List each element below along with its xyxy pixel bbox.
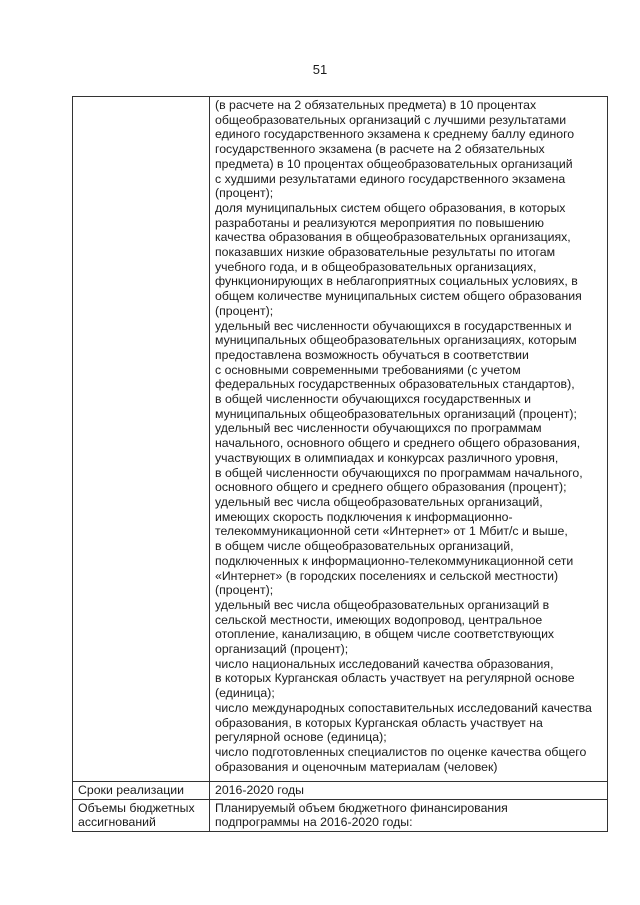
row-value-line: в общем числе общеобразовательных организаций, <box>215 539 514 554</box>
row-value-line: (в расчете на 2 обязательных предмета) в 10 процентах <box>215 98 537 112</box>
row-value-cell <box>210 799 608 831</box>
row-label-cell <box>73 782 210 800</box>
row-value-line: сельской местности, имеющих водопровод, центральное <box>215 612 543 627</box>
row-value-line: основного общего и среднего общего образования (процент); <box>215 480 567 495</box>
row-label-line: ассигнований <box>78 815 156 830</box>
row-value-line: имеющих скорость подключения к информационно- <box>215 509 513 524</box>
row-value-line: показавших низкие образовательные результаты по итогам <box>215 245 556 260</box>
row-value-line: (процент); <box>215 583 274 598</box>
row-value-line: в общей численности обучающихся государственных и <box>215 392 531 407</box>
table-row <box>73 97 608 782</box>
row-value-line: государственного экзамена (в расчете на 2 обязательных <box>215 142 545 157</box>
row-value-line: участвующих в олимпиадах и конкурсах различного уровня, <box>215 450 559 465</box>
row-value-line: удельный вес числа общеобразовательных организаций в <box>215 597 550 612</box>
row-value-line: образования и оценочным материалам (человек) <box>215 759 498 774</box>
row-value-cell <box>210 97 608 782</box>
row-value-line: с худшими результатами единого государственного экзамена <box>215 171 566 186</box>
row-value-line: удельный вес численности обучающихся в государственных и <box>215 318 572 333</box>
row-value-line: телекоммуникационной сети «Интернет» от 1 Мбит/с и выше, <box>215 524 568 539</box>
row-value-line: с основными современными требованиями (с учетом <box>215 362 521 377</box>
row-value-line: общеобразовательных организаций с лучшими результатами <box>215 112 567 127</box>
row-value-line: качества образования в общеобразовательных организациях, <box>215 230 571 245</box>
row-value-line: предоставлена возможность обучаться в соответствии <box>215 347 529 362</box>
row-value-line: число международных сопоставительных исследований качества <box>215 700 592 715</box>
row-value-line: «Интернет» (в городских поселениях и сельской местности) <box>215 568 559 583</box>
row-value-line: единого государственного экзамена к среднему баллу единого <box>215 127 575 142</box>
row-value-cell <box>210 782 608 800</box>
row-value-line: (единица); <box>215 686 275 701</box>
row-value-line: доля муниципальных систем общего образования, в которых <box>215 200 566 215</box>
table-row <box>73 799 608 831</box>
row-value-line: предмета) в 10 процентах общеобразовательных организаций <box>215 156 573 171</box>
row-value-line: число подготовленных специалистов по оценке качества общего <box>215 744 587 759</box>
row-value-line: учебного года, и в общеобразовательных организациях, <box>215 259 537 274</box>
row-value-line: подключенных к информационно-телекоммуникационной сети <box>215 553 574 568</box>
row-value-line: Планируемый объем бюджетного финансирования <box>215 800 508 815</box>
row-value-line: муниципальных общеобразовательных организациях, которым <box>215 333 577 348</box>
row-value-line: 2016-2020 годы <box>215 783 305 797</box>
row-value-line: в которых Курганская область участвует на регулярной основе <box>215 671 575 686</box>
row-value-line: число национальных исследований качества образования, <box>215 656 554 671</box>
row-value-line: образования, в которых Курганская область участвует на <box>215 715 543 730</box>
row-value-line: общем количестве муниципальных систем общего образования <box>215 289 582 304</box>
row-label-line: Сроки реализации <box>78 783 185 797</box>
page-number: 51 <box>312 62 328 77</box>
row-value-line: (процент); <box>215 303 274 318</box>
passport-table <box>72 96 608 832</box>
row-value-line: отопление, канализацию, в общем числе соответствующих <box>215 627 555 642</box>
row-value-line: в общей численности обучающихся по программам начального, <box>215 465 583 480</box>
row-value-line: муниципальных общеобразовательных организаций (процент); <box>215 406 577 421</box>
table-row <box>73 782 608 800</box>
row-value-line: организаций (процент); <box>215 642 349 657</box>
row-label-cell <box>73 799 210 831</box>
row-value-line: (процент); <box>215 186 274 201</box>
passport-table-body <box>73 97 608 832</box>
row-value-line: подпрограммы на 2016-2020 годы: <box>215 815 413 830</box>
row-value-line: регулярной основе (единица); <box>215 730 387 745</box>
row-value-line: функционирующих в неблагоприятных социальных условиях, в <box>215 274 578 289</box>
row-value-line: удельный вес численности обучающихся по программам <box>215 421 542 436</box>
row-value-line: начального, основного общего и среднего общего образования, <box>215 436 581 451</box>
row-value-line: удельный вес числа общеобразовательных организаций, <box>215 494 543 509</box>
row-value-line: федеральных государственных образовательных стандартов), <box>215 377 575 392</box>
row-value-line: разработаны и реализуются мероприятия по повышению <box>215 215 544 230</box>
row-label-cell <box>73 97 210 782</box>
row-label-line: Объемы бюджетных <box>78 800 195 815</box>
